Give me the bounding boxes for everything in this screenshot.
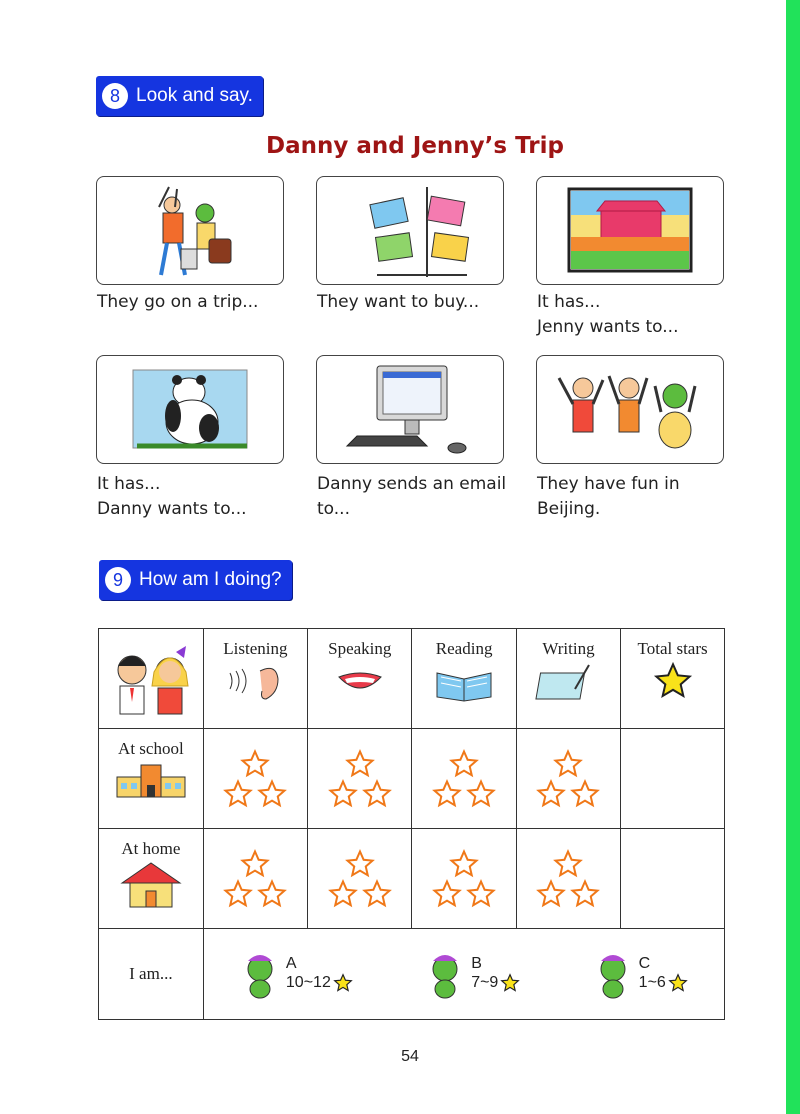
grade-a[interactable]: A 10~12 — [240, 949, 353, 999]
caption-3: It has... Jenny wants to... — [537, 292, 679, 337]
gold-star-icon — [333, 973, 353, 993]
caption-6: They have fun in Beijing. — [537, 474, 680, 519]
kids-icon — [106, 636, 196, 716]
home-reading-stars — [412, 829, 516, 929]
empty-star-icon[interactable] — [570, 779, 600, 809]
section-8-text: Look and say. — [136, 85, 253, 106]
ear-icon — [220, 659, 290, 703]
book-icon — [429, 659, 499, 703]
section-8-number: 8 — [102, 83, 128, 109]
picture-trip — [96, 176, 284, 285]
section-9-label — [99, 560, 292, 600]
picture-palace — [536, 176, 724, 285]
header-total-stars: Total stars — [621, 629, 725, 729]
caption-4: It has... Danny wants to... — [97, 474, 247, 519]
dino-icon — [240, 949, 280, 999]
school-writing-stars — [516, 729, 620, 829]
empty-star-icon[interactable] — [223, 779, 253, 809]
home-writing-stars — [516, 829, 620, 929]
home-total-cell[interactable] — [621, 829, 725, 929]
grade-cell — [203, 929, 724, 1020]
house-icon — [116, 859, 186, 909]
school-speaking-stars — [308, 729, 412, 829]
empty-star-icon[interactable] — [328, 879, 358, 909]
empty-star-icon[interactable] — [257, 779, 287, 809]
empty-star-icon[interactable] — [570, 879, 600, 909]
empty-star-icon[interactable] — [257, 879, 287, 909]
empty-star-icon[interactable] — [328, 779, 358, 809]
section-9-text: How am I doing? — [139, 569, 282, 590]
school-reading-stars — [412, 729, 516, 829]
header-speaking: Speaking — [308, 629, 412, 729]
empty-star-icon[interactable] — [432, 779, 462, 809]
kids-picture-cell — [99, 629, 204, 729]
gold-star-icon — [653, 661, 693, 701]
empty-star-icon[interactable] — [553, 749, 583, 779]
row-label-at-home: At home — [99, 829, 204, 929]
header-writing: Writing — [516, 629, 620, 729]
mouth-icon — [325, 659, 395, 703]
header-reading: Reading — [412, 629, 516, 729]
school-total-cell[interactable] — [621, 729, 725, 829]
home-speaking-stars — [308, 829, 412, 929]
empty-star-icon[interactable] — [466, 779, 496, 809]
empty-star-icon[interactable] — [362, 879, 392, 909]
picture-fun — [536, 355, 724, 464]
section-9-number: 9 — [105, 567, 131, 593]
empty-star-icon[interactable] — [536, 879, 566, 909]
empty-star-icon[interactable] — [345, 849, 375, 879]
empty-star-icon[interactable] — [536, 779, 566, 809]
header-listening: Listening — [203, 629, 307, 729]
dino-icon — [425, 949, 465, 999]
page-edge-bar — [786, 0, 800, 1114]
empty-star-icon[interactable] — [223, 879, 253, 909]
row-label-i-am: I am... — [99, 929, 204, 1020]
self-assessment-table — [98, 628, 725, 1020]
caption-5: Danny sends an email to... — [317, 474, 507, 519]
grade-c[interactable]: C 1~6 — [593, 949, 688, 999]
section-8-label — [96, 76, 263, 116]
notebook-icon — [533, 659, 603, 703]
empty-star-icon[interactable] — [432, 879, 462, 909]
dino-icon — [593, 949, 633, 999]
page-number: 54 — [401, 1048, 419, 1065]
empty-star-icon[interactable] — [449, 849, 479, 879]
gold-star-icon — [668, 973, 688, 993]
caption-2: They want to buy... — [317, 292, 480, 312]
picture-computer — [316, 355, 504, 464]
empty-star-icon[interactable] — [362, 779, 392, 809]
row-label-at-school: At school — [99, 729, 204, 829]
empty-star-icon[interactable] — [240, 849, 270, 879]
empty-star-icon[interactable] — [345, 749, 375, 779]
empty-star-icon[interactable] — [449, 749, 479, 779]
school-listening-stars — [203, 729, 307, 829]
story-title: Danny and Jenny’s Trip — [266, 133, 564, 159]
school-icon — [111, 759, 191, 799]
empty-star-icon[interactable] — [553, 849, 583, 879]
picture-postcards — [316, 176, 504, 285]
grade-b[interactable]: B 7~9 — [425, 949, 520, 999]
empty-star-icon[interactable] — [240, 749, 270, 779]
caption-1: They go on a trip... — [97, 292, 259, 312]
home-listening-stars — [203, 829, 307, 929]
gold-star-icon — [500, 973, 520, 993]
picture-panda — [96, 355, 284, 464]
empty-star-icon[interactable] — [466, 879, 496, 909]
